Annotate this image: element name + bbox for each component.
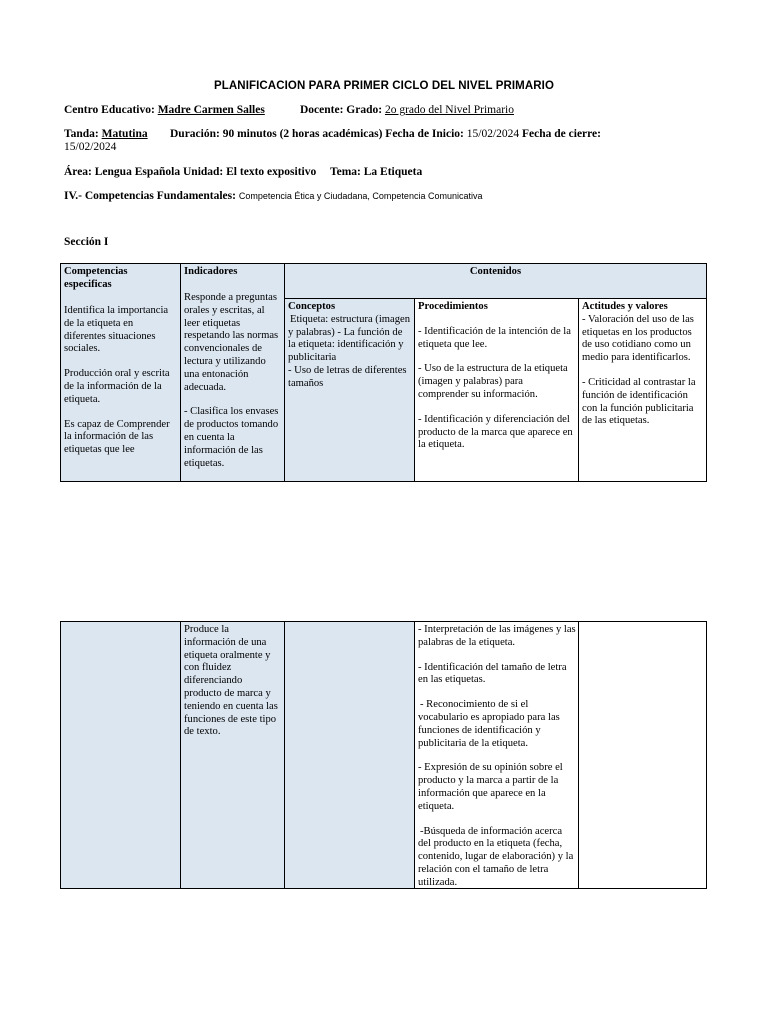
procedimientos-cell bbox=[415, 300, 579, 453]
header-contenidos: Contenidos bbox=[469, 266, 522, 277]
grado-value: 2o grado del Nivel Primario bbox=[384, 104, 514, 116]
procedimiento-item: - Interpretación de las imágenes y las palabras de la etiqueta. bbox=[418, 624, 576, 648]
competencia-item: Identifica la importancia de la etiqueta en diferentes situaciones sociales. bbox=[64, 305, 169, 355]
indicador-item: - Clasifica los envases de productos tomando en cuenta la información de las etiquetas. bbox=[184, 406, 279, 469]
centro-label: Centro Educativo: bbox=[64, 104, 155, 116]
document-title: PLANIFICACION PARA PRIMER CICLO DEL NIVEL PRIMARIO bbox=[213, 80, 554, 92]
indicadores-cell-2 bbox=[181, 623, 284, 740]
shade-conceptos-2 bbox=[284, 621, 414, 889]
tanda-label: Tanda: bbox=[64, 128, 99, 140]
concepto-item: - Uso de letras de diferentes tamaños bbox=[288, 364, 407, 389]
competencia-item: Es capaz de Comprender la información de las etiquetas que lee bbox=[64, 418, 170, 456]
header-competencias: Competencias especificas bbox=[64, 266, 128, 290]
concepto-item: Etiqueta: estructura (imagen y palabras) - La función de la etiqueta: identificación y publicitaria bbox=[288, 313, 411, 364]
duracion-line bbox=[170, 128, 601, 140]
indicadores-cell bbox=[181, 291, 284, 471]
competencias-label: IV.- Competencias Fundamentales: bbox=[64, 190, 236, 202]
seccion-label: Sección I bbox=[64, 236, 109, 248]
procedimientos-cell-2 bbox=[415, 623, 579, 891]
tema-label: Tema: La Etiqueta bbox=[330, 166, 423, 178]
competencias-cell bbox=[61, 304, 180, 458]
header-actitudes: Actitudes y valores bbox=[582, 301, 668, 312]
cierre-value: 15/02/2024 bbox=[64, 141, 117, 153]
area-label: Área: Lengua Española bbox=[64, 166, 181, 178]
header-procedimientos: Procedimientos bbox=[418, 301, 488, 312]
competencias-value: Competencia Ética y Ciudadana, Competencia Comunicativa bbox=[238, 191, 483, 201]
header-conceptos: Conceptos bbox=[288, 301, 336, 312]
competencia-item: Producción oral y escrita de la información de la etiqueta. bbox=[64, 368, 170, 405]
inicio-value: 15/02/2024 bbox=[466, 128, 520, 140]
header-indicadores: Indicadores bbox=[184, 266, 238, 277]
cierre-label: Fecha de cierre: bbox=[522, 128, 601, 140]
actitud-item: - Criticidad al contrastar la función de identificación con la función publicitaria de las etiquetas. bbox=[582, 376, 696, 427]
docente-line bbox=[300, 104, 514, 116]
indicador-item: Responde a preguntas orales y escritas, al leer etiquetas respetando las normas convencionales de lectura y utilizando una entonación adecuada. bbox=[184, 292, 279, 393]
indicador-item: Produce la información de una etiqueta oralmente y con fluidez diferenciando producto de marca y teniendo en cuenta las funciones de este tipo de texto. bbox=[184, 624, 278, 738]
procedimiento-item: - Expresión de su opinión sobre el producto y la marca a partir de la información que aparece en la etiqueta. bbox=[418, 762, 563, 812]
duracion-label: Duración: 90 minutos (2 horas académicas) bbox=[170, 128, 383, 140]
procedimiento-item: - Uso de la estructura de la etiqueta (imagen y palabras) para comprender su información. bbox=[418, 363, 568, 400]
actitudes-cell bbox=[579, 300, 706, 429]
inicio-label: Fecha de Inicio: bbox=[385, 128, 464, 140]
procedimiento-item: - Reconocimiento de si el vocabulario es apropiado para las funciones de identificación y publicitaria de la etiqueta. bbox=[418, 699, 560, 749]
docente-label: Docente: Grado: bbox=[300, 104, 383, 116]
actitud-item: - Valoración del uso de las etiquetas en los productos de uso cotidiano como un medio para identificarlos. bbox=[582, 313, 694, 364]
procedimiento-item: -Búsqueda de información acerca del producto en la etiqueta (fecha, contenido, lugar de elaboración) y la relación con el tamaño de letra utilizada. bbox=[418, 825, 574, 888]
centro-value: Madre Carmen Salles bbox=[157, 104, 265, 116]
unidad-label: Unidad: El texto expositivo bbox=[183, 166, 317, 178]
conceptos-cell bbox=[285, 300, 415, 392]
tanda-line bbox=[64, 128, 148, 140]
procedimiento-item: - Identificación del tamaño de letra en las etiquetas. bbox=[418, 661, 567, 686]
tanda-value: Matutina bbox=[101, 128, 148, 140]
procedimiento-item: - Identificación y diferenciación del producto de la marca que aparece en la etiqueta. bbox=[418, 413, 573, 451]
procedimiento-item: - Identificación de la intención de la etiqueta que lee. bbox=[418, 325, 571, 350]
centro-line bbox=[64, 104, 265, 116]
competencias-line bbox=[64, 190, 482, 202]
